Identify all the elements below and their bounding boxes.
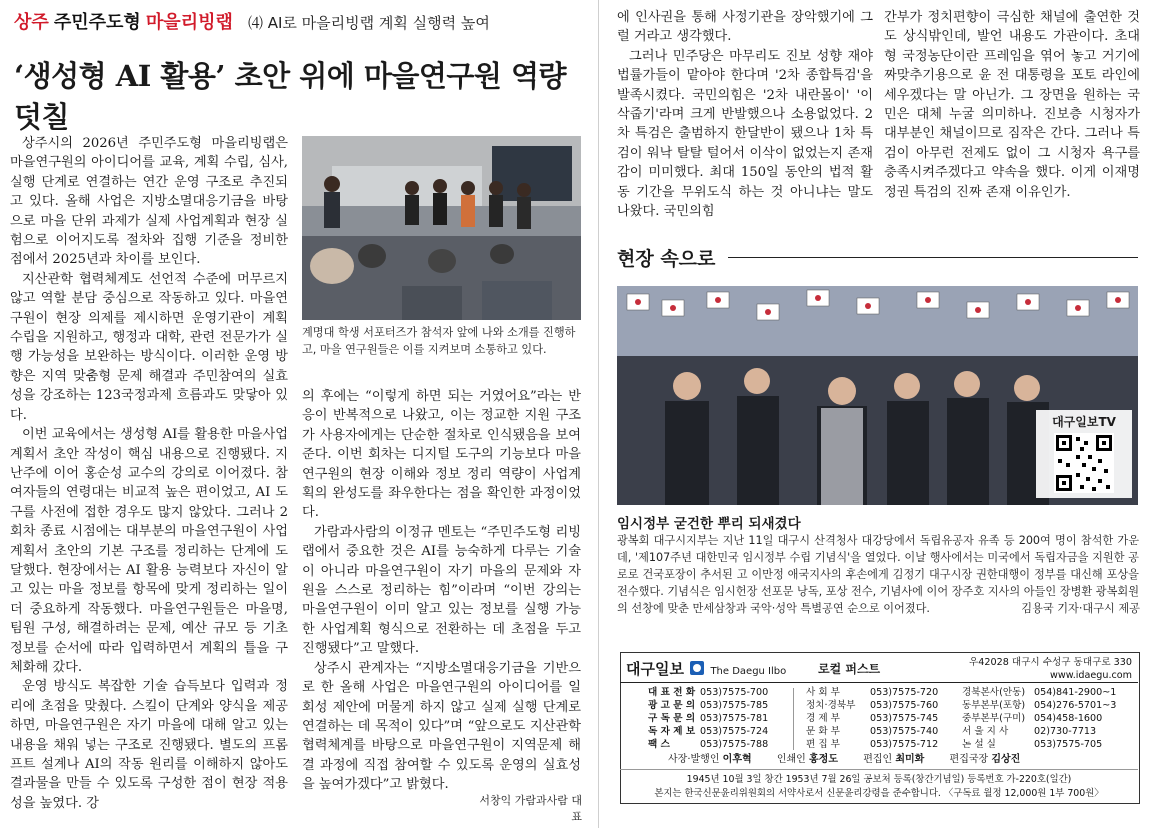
kicker-program: 마을리빙랩 xyxy=(145,12,233,33)
article-photo-caption: 계명대 학생 서포터즈가 참석자 앞에 나와 소개를 진행하고, 마을 연구원들은 이를 지켜보며 소통하고 있다. xyxy=(302,326,576,356)
edition-name: 로컬 퍼스트 xyxy=(818,662,881,676)
kicker-region: 상주 xyxy=(14,12,49,33)
phone-row: 경북본사(안동) 054)841-2900~1 xyxy=(962,687,1117,698)
section-title: 현장 속으로 xyxy=(617,248,716,270)
phone-row: 광 고 문 의 053)7575-785 xyxy=(648,700,769,711)
opinion-paragraph: 그러나 민주당은 마무리도 진보 성향 재야 법률가들이 맡아야 한다며 '2차 종합특검'을 발족시켰다. 국민의힘은 '2차 내란몰이' '이삭줍기'라며 크게 반발했으나 소용없었다. 2차 특검은 출범하지 한달반이 됐으나 1차 특검이 워낙 탈탈 털어서 이삭이 없었는지 존재감이 미미했다. 최대 150일 동안의 법적 활동 기간을 무위도식 하는 것 아니냐는 말도 나왔다. 국민의힘 xyxy=(617,48,873,218)
phone-row: 구 독 문 의 053)7575-781 xyxy=(648,713,769,724)
opinion-paragraph: 간부가 정치편향이 극심한 채널에 출연한 것도 상식밖인데, 발언 내용도 가관이다. 초대형 국정농단이란 프레임을 엮어 놓고 거기에 짜맞추기용으로 윤 전 대통령을 포토 라인에 세우겠다는 말 아닌가. 그 장면을 원하는 국민은 대체 누굴 의미하나. 진보층 시청자가 대부분인 채널이므로 짐작은 간다. 그러나 특검이 아무런 전제도 없이 그 시청자 욕구를 충족시켜주겠다고 약속을 했다. 이게 이재명 정권 특검의 진짜 존재 이유인가. xyxy=(884,10,1140,200)
article-kicker xyxy=(14,8,594,38)
page-divider xyxy=(598,0,599,828)
phone-row: 동부본부(포항) 054)276-5701~3 xyxy=(962,700,1117,711)
article-paragraph: 지산관학 협력체계도 선언적 수준에 머무르지 않고 역할 분담 중심으로 작동하고 있다. 마을연구원이 현장 의제를 제시하면 운영기관이 계획 수립을 지원하고, 행정과 대학, 관련 전문가가 실행 가능성을 보완하는 방식이다. 이러한 운영 방향은 지역 맞춤형 문제 해결과 주민참여의 실효성을 강조하는 123국정과제 흐름과도 맞닿아 있다. xyxy=(10,271,288,423)
phone-row: 문 화 부 053)7575-740 xyxy=(806,726,939,737)
phone-row: 경 제 부 053)7575-745 xyxy=(806,713,939,724)
classroom-photo xyxy=(302,136,581,320)
paper-name: 대구일보 xyxy=(626,660,684,678)
article-column-1 xyxy=(10,134,288,814)
article-paragraph: 상주시 관계자는 “지방소멸대응기금을 기반으로 한 올해 사업은 마을연구원의 아이디어를 일회성 제안에 머물게 하지 않고 실제 실행 단계로 연결하는 데 목적이 있다”며 “앞으로도 지산관학 협력체계를 바탕으로 마을연구원이 지역문제 해결 과정에 직접 참여할 수 있도록 운영의 실효성을 높여가겠다”고 밝혔다. xyxy=(302,660,581,793)
article-headline: ‘생성형 AI 활용’ 초안 위에 마을연구원 역량 덧칠 xyxy=(14,59,567,134)
paper-name-en: The Daegu Ilbo xyxy=(710,666,787,677)
phones-left xyxy=(648,686,788,751)
paper-logo-icon xyxy=(689,660,705,676)
phone-row: 독 자 제 보 053)7575-724 xyxy=(648,726,769,737)
staff-line: 사장·발행인 이후혁 인쇄인 홍정도 편집인 최미화 편집국장 김상진 xyxy=(668,754,1021,765)
phone-row: 사 회 부 053)7575-720 xyxy=(806,687,939,698)
phones-right xyxy=(962,686,1134,751)
masthead-rule xyxy=(620,682,1138,683)
site-url[interactable]: www.idaegu.com xyxy=(1050,670,1132,681)
masthead-logo xyxy=(626,658,786,679)
kicker-series: 주민주도형 xyxy=(53,12,141,33)
kicker-part: ⑷ AI로 마을리빙랩 계획 실행력 높여 xyxy=(247,14,490,32)
phone-row: 중부본부(구미) 054)458-1600 xyxy=(962,713,1103,724)
founding-info: 1945년 10월 3일 창간 1953년 7월 26일 공보처 등록(창간기념일) 등록번호 가-220호(일간) xyxy=(686,774,1072,785)
article-byline: 서창익 가람과사람 대표 xyxy=(479,794,582,823)
phone-row: 팩 스 053)7575-788 xyxy=(648,739,769,750)
phone-row: 서 울 지 사 02)730-7713 xyxy=(962,726,1097,737)
staff-rule xyxy=(620,769,1138,770)
phone-row: 논 설 실 053)7575-705 xyxy=(962,739,1103,750)
section-rule xyxy=(728,257,1138,258)
tv-qr-badge[interactable] xyxy=(1036,410,1132,498)
article-paragraph: 이번 교육에서는 생성형 AI를 활용한 마을사업계획서 초안 작성이 핵심 내용으로 진행됐다. 지난주에 이어 홍순성 교수의 강의로 이어졌다. 참여자들의 연령대는 비교적 높은 편이었고, AI 도구를 사전에 접한 경우도 많지 않았다. 그러나 2회차 종료 시점에는 대부분의 마을연구원이 사업계획서 초안의 기본 구조를 정리하는 단계에 도달했다. 현장에서는 AI 활용 능력보다 자신이 알고 있는 마을 정보를 항목에 맞게 정리하는 일이 더 중요하게 작동했다. 마을연구원들은 마을명, 팀원 구성, 해결하려는 문제, 예산 규모 등 기초 정보를 순서에 따라 입력하면서 계획의 틀을 구체화해 갔다. xyxy=(10,427,288,675)
opinion-column-1 xyxy=(617,8,873,218)
article-column-2 xyxy=(302,387,581,807)
opinion-paragraph: 에 인사권을 통해 사정기관을 장악했기에 그럴 거라고 생각했다. xyxy=(617,10,873,45)
phones-mid xyxy=(806,686,956,751)
field-photo-title: 임시정부 굳건한 뿌리 되새겼다 xyxy=(617,516,801,532)
field-photo-credit: 김용국 기자·대구시 제공 xyxy=(1021,602,1140,615)
article-paragraph: 가람과사람의 이정규 멘토는 “주민주도형 리빙랩에서 중요한 것은 AI를 능숙하게 다루는 기술이 아니라 마을연구원이 자기 마을의 문제와 자원을 스스로 정리하는 힘”이라며 “이번 강의는 마을연구원이 이미 알고 있는 정보를 실행 가능한 사업계획 형식으로 전환하는 데 초점을 두고 진행됐다”고 말했다. xyxy=(302,524,581,657)
article-paragraph: 상주시의 2026년 주민주도형 마을리빙랩은 마을연구원의 아이디어를 교육, 계획 수립, 심사, 실행 단계로 연결하는 연간 운영 구조로 추진되고 있다. 올해 사업은 지방소멸대응기금을 바탕으로 마을 단위 과제가 실제 사업계획과 현장 실험으로 이어지도록 절차와 집행 기준을 정비한 점에서 2025년과 차이를 보인다. xyxy=(10,136,288,268)
phone-row: 편 집 부 053)7575-712 xyxy=(806,739,939,750)
field-photo-body: 광복회 대구시지부는 지난 11일 대구시 산격청사 대강당에서 독립유공자 유족 등 200여 명이 참석한 가운데, '제107주년 대한민국 임시정부 수립 기념식'을 열었다. 이날 행사에서는 미국에서 독립자금을 지원한 공로로 건국포장이 추서된 고 이만정 애국지사의 후손에게 김정기 대구시장 권한대행이 정부를 대신해 포상을 전수했다. 기념식은 임시헌장 선포문 낭독, 포상 전수, 기념사에 이어 장주호 지사의 아들인 장병환 광복회원의 선창에 맞춘 만세삼창과 국악·성악 특별공연 순으로 이어졌다. xyxy=(617,534,1139,615)
article-paragraph: 운영 방식도 복잡한 기술 습득보다 입력과 정리에 초점을 맞췄다. 스킬이 단계와 양식을 제공하면, 마을연구원은 자기 마을에 대해 알고 있는 내용을 채워 넣는 구조로 진행됐다. 별도의 프롬프트 설계나 AI의 작동 원리를 이해하지 않아도 결과물을 만들 수 있도록 구성한 점이 현장 적용성을 높였다. 강 xyxy=(10,679,288,811)
ethics-notice: 본지는 한국신문윤리위원회의 서약사로서 신문윤리강령을 준수합니다. 〈구독료 월정 12,000원 1부 700원〉 xyxy=(654,788,1104,799)
address-text: 우42028 대구시 수성구 동대구로 330 xyxy=(969,657,1132,668)
phone-row: 대 표 전 화 053)7575-700 xyxy=(648,687,769,698)
phone-row: 정치·경북부 053)7575-760 xyxy=(806,700,939,711)
qr-code-icon xyxy=(1054,433,1114,493)
phone-divider xyxy=(793,688,794,750)
article-photo xyxy=(302,136,581,320)
masthead-address xyxy=(960,656,1132,682)
tv-badge-label: 대구일보TV xyxy=(1052,415,1116,429)
article-paragraph: 의 후에는 “이렇게 하면 되는 거였어요”라는 반응이 반복적으로 나왔고, 이는 정교한 지원 구조가 사용자에게는 단순한 절차로 인식됐음을 보여준다. 이번 회차는 디지털 도구의 기능보다 마을연구원의 현장 이해와 정보 정리 역량이 사업계획의 완성도를 좌우한다는 점을 확인한 과정이었다. xyxy=(302,389,581,521)
opinion-column-2 xyxy=(884,8,1140,218)
